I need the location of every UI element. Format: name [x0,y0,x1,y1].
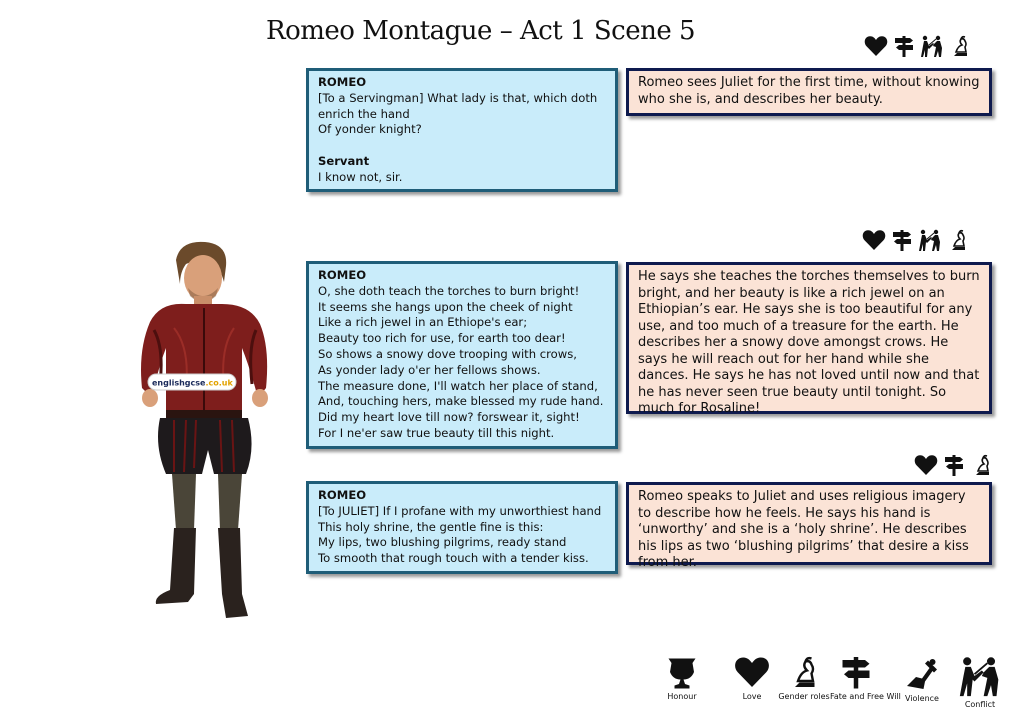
quote-line: O, she doth teach the torches to burn bright! [318,283,580,298]
gender-roles-icon [948,34,972,58]
legend-item [726,652,778,701]
quote-line: enrich the hand [318,106,410,121]
quote-line: [To JULIET] If I profane with my unworthiest hand [318,503,602,518]
quote-box [306,481,618,574]
theme-icons [864,34,972,58]
romeo-figure-illustration [130,238,280,622]
gender-roles-icon [778,654,830,690]
speaker-name: ROMEO [318,268,367,282]
legend-item [950,652,1010,709]
quote-line: My lips, two blushing pilgrims, ready stand [318,535,567,550]
conflict-icon [920,34,944,58]
quote-line: I know not, sir. [318,169,403,184]
legend-label: Love [742,692,762,701]
quote-line: To smooth that rough touch with a tender kiss. [318,551,589,566]
legend-label: Fate and Free Will [830,692,901,701]
gender-roles-icon [946,228,970,252]
heart-icon [726,654,778,690]
theme-icons [914,453,994,477]
honour-icon [656,654,708,690]
legend-item [778,652,830,701]
heart-icon [864,34,888,58]
analysis-note: Romeo sees Juliet for the first time, without knowing who she is, and describes her beauty. [626,68,992,116]
quote-line: Like a rich jewel in an Ethiope's ear; [318,315,528,330]
analysis-note: He says she teaches the torches themselves to burn bright, and her beauty is like a rich jewel on an Ethiopian’s ear. He says she is too beautiful for any use, and too much of a treasure for the earth. He describes her a snowy dove amongst crows. He says he will reach out for her hand while she dances. He says he has not loved until now and that he has never seen true beauty until tonight. So much for Rosaline! [626,262,992,414]
quote-line: And, touching hers, make blessed my rude hand. [318,394,604,409]
quote-line: Of yonder knight? [318,122,422,137]
quote-line: It seems she hangs upon the cheek of night [318,299,573,314]
legend-item [656,652,708,701]
svg-text:englishgcse.co.uk [152,379,233,388]
quote-line: [To a Servingman] What lady is that, which doth [318,90,598,105]
gender-roles-icon [970,453,994,477]
quote-line: As yonder lady o'er her fellows shows. [318,362,541,377]
speaker-name: Servant [318,153,370,168]
quote-line: For I ne'er saw true beauty till this night. [318,425,555,440]
heart-icon [862,228,886,252]
legend-item [830,652,901,701]
theme-icons [862,228,970,252]
quote-box [306,261,618,449]
legend-label: Gender roles [778,692,830,701]
legend-label: Violence [905,694,939,703]
analysis-note: Romeo speaks to Juliet and uses religious imagery to describe how he feels. He says his hand is ‘unworthy’ and she is a ‘holy shrine’. He describes his lips as two ‘blushing pilgrims’ that desire a kiss from her. [626,482,992,565]
speaker-name: ROMEO [318,75,367,89]
conflict-icon [918,228,942,252]
speaker-name: ROMEO [318,488,367,502]
quote-line: Beauty too rich for use, for earth too dear! [318,331,566,346]
violence-icon [896,656,948,692]
signpost-icon [890,228,914,252]
conflict-icon [950,654,1010,698]
signpost-icon [892,34,916,58]
legend-item [896,654,948,703]
signpost-icon [830,654,882,690]
page-title: Romeo Montague – Act 1 Scene 5 [266,16,696,46]
quote-line: This holy shrine, the gentle fine is this: [318,519,544,534]
quote-box [306,68,618,192]
legend-label: Honour [667,692,697,701]
watermark-text-a: englishgcse [152,378,206,388]
quote-line: So shows a snowy dove trooping with crows, [318,346,577,361]
signpost-icon [942,453,966,477]
legend-label: Conflict [964,700,996,709]
watermark-text-b: .co.uk [205,378,233,388]
heart-icon [914,453,938,477]
quote-line: The measure done, I'll watch her place of stand, [318,378,598,393]
quote-line: Did my heart love till now? forswear it, sight! [318,410,580,425]
